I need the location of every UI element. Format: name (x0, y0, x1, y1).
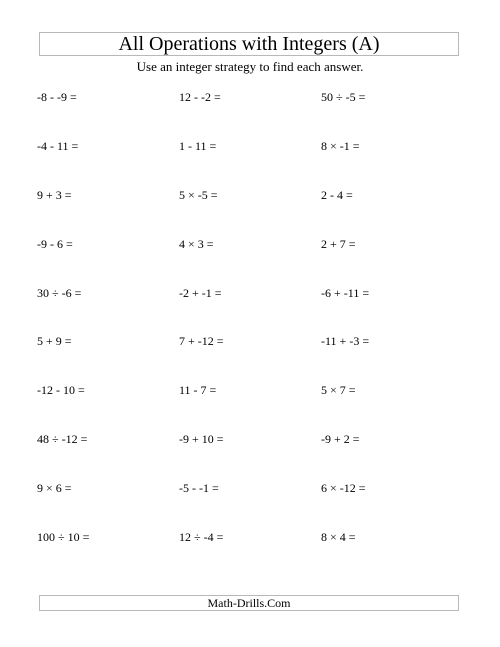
problem-item: -5 - -1 = (179, 481, 219, 496)
problem-item: 12 - -2 = (179, 90, 221, 104)
problem-grid (37, 90, 477, 579)
problem-item: -9 - 6 = (37, 236, 73, 251)
problem-item: 8 × 4 = (321, 530, 356, 545)
worksheet-title: All Operations with Integers (A) (118, 33, 380, 55)
problem-item: 100 ÷ 10 = (37, 530, 90, 545)
problem-item: 9 + 3 = (37, 187, 72, 202)
problem-item: -9 + 2 = (321, 432, 360, 447)
problem-item: -2 + -1 = (179, 285, 222, 300)
problem-item: 7 + -12 = (179, 334, 224, 349)
problem-item: 1 - 11 = (179, 138, 217, 153)
problem-item: -9 + 10 = (179, 432, 224, 447)
problem-item: 30 ÷ -6 = (37, 285, 82, 300)
problem-item: -8 - -9 = (37, 90, 77, 104)
problem-item: 9 × 6 = (37, 481, 72, 496)
title-box (39, 32, 459, 56)
problem-item: 50 ÷ -5 = (321, 90, 366, 104)
problem-item: 6 × -12 = (321, 481, 366, 496)
footer-site: Math-Drills.Com (207, 596, 291, 610)
problem-item: 2 - 4 = (321, 187, 353, 202)
problem-item: -6 + -11 = (321, 285, 370, 300)
problem-item: -12 - 10 = (37, 383, 85, 398)
problem-item: 5 × 7 = (321, 383, 356, 398)
problem-item: 2 + 7 = (321, 236, 356, 251)
problem-item: 48 ÷ -12 = (37, 432, 88, 447)
problem-item: 5 × -5 = (179, 187, 218, 202)
problem-item: 8 × -1 = (321, 138, 360, 153)
footer-box (39, 595, 459, 611)
problem-item: -4 - 11 = (37, 138, 79, 153)
problem-item: 11 - 7 = (179, 383, 217, 398)
problem-item: 5 + 9 = (37, 334, 72, 349)
problem-item: 4 × 3 = (179, 236, 214, 251)
instructions: Use an integer strategy to find each answer. (136, 59, 364, 74)
problem-item: 12 ÷ -4 = (179, 530, 224, 545)
problem-item: -11 + -3 = (321, 334, 370, 349)
